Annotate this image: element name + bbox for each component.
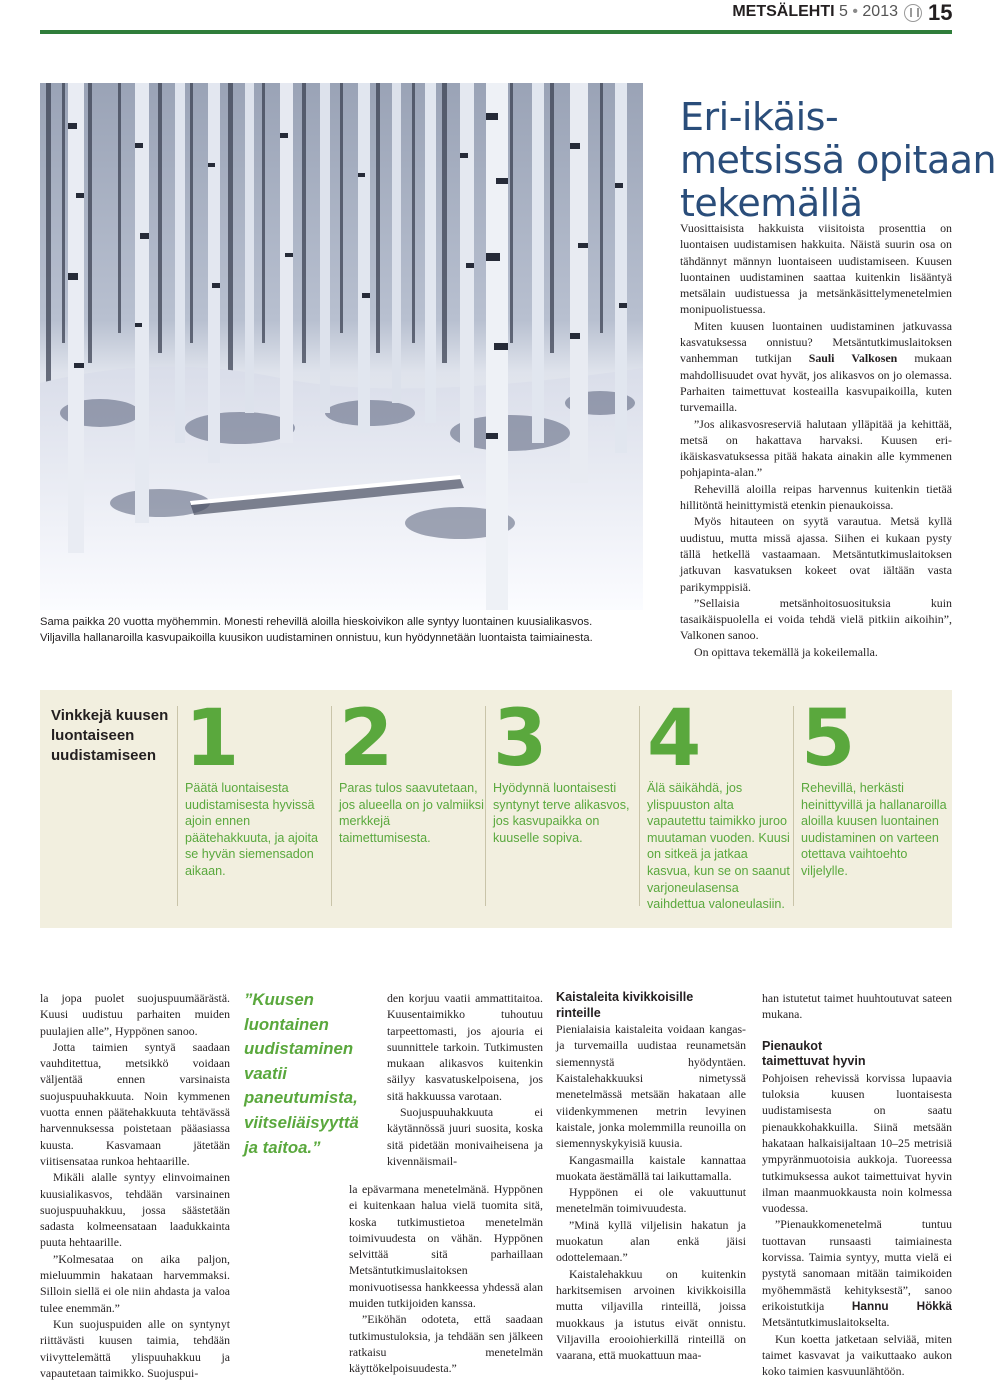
pull-quote-line: paneutumista, — [244, 1088, 358, 1108]
tip-text: Paras tulos saavutetaan, jos alueella on jo valmiiksi merkkejä taimettumisesta. — [339, 781, 484, 845]
tips-title: Vinkkejä kuusen luontaiseen uudistamiseen — [51, 707, 169, 764]
magazine-name: METSÄLEHTI — [732, 3, 835, 20]
tip-text: Hyödynnä luontaisesti syntynyt terve alikasvos, jos kasvupaikka on kuuselle sopiva. — [493, 781, 630, 845]
caption-line-1: Sama paikka 20 vuotta myöhemmin. Monesti rehevillä aloilla hieskoivikon alle syntyy luontainen kuusialikasvos. — [40, 616, 593, 628]
article-paragraph: ”Jos alikasvosreserviä halutaan ylläpitää ja kehittää, metsä on hakattava harvaksi. Kuusen eri-ikäiskasvatuksessa pitää hakata ainakin alle kymmenen pohjapinta-alan.” — [680, 416, 952, 480]
tip-number: 1 — [185, 694, 237, 784]
body-paragraph: la jopa puolet suojuspuumäärästä. Kuusi uudistuu parhaiten muiden puulajien alle”, Hyppönen sanoo. — [40, 991, 230, 1038]
tip-divider — [793, 706, 794, 906]
article-paragraph: Rehevillä aloilla reipas harvennus kuitenkin tietää hillitöntä heinittymistä etenkin pienaukoissa. — [680, 481, 952, 513]
body-paragraph: den korjuu vaatii ammattitaitoa. Kuusentaimikko tuhoutuu tarpeettomasti, jos ajouria ei suunnittele tarkoin. Tutkimusten mukaan alikasvos kuitenkin säilyy kasvatuskelpoisena, jos sitä hakkuussa varotaan. — [387, 991, 543, 1103]
pull-quote-line: vaatii — [244, 1063, 287, 1083]
body-column-5 — [762, 990, 952, 1379]
tip-number: 5 — [801, 694, 853, 784]
pull-quote-line: ja taitoa.” — [244, 1137, 321, 1157]
caption-line-2: Viljavilla hallanaroilla kasvupaikoilla kuusikon uudistaminen onnistuu, kun hyödynnetään luontaista taimiainesta. — [40, 632, 593, 644]
tip-divider — [639, 706, 640, 906]
body-paragraph: Kaistalehakkuu on kuitenkin harkitsemisen arvoinen kivikkoisilla mutta viljavilla rinteillä, joissa muokkaus ja istutus eivät onnistu. Viljavilla erooiohierkillä rinteillä on vaarana, että muokattuun maa- — [556, 1266, 746, 1363]
tip-divider — [177, 706, 178, 906]
body-paragraph: Mikäli alalle syntyy elinvoimainen kuusialikasvos, tehdään varsinainen suojuspuuhakkuu, jossa säästetään sadasta kolmeensataan laadukkainta puuta hehtaarille. — [40, 1170, 230, 1250]
pull-quote-line: ”Kuusen — [244, 990, 314, 1009]
body-paragraph: Kun suojuspuiden alle on syntynyt riittävästi kuusen taimia, tehdään viivyttelemättä ylispuuhakkuu ja vapautetaan taimikko. Suojuspui- — [40, 1316, 230, 1380]
body-paragraph: Pohjoisen rehevissä korvissa lupaavia tuloksia kuusen luontaisesta uudistamisesta on saatu pienaukkohakkuilla. Siinä metsään hakataan halkaisijaltaan 10–25 metrisiä ympyränmuotoisia aukkoja. Tuoreessa tutkimuksessa aukot taimettuivat hyvin ilman maanmuokkausta noin kolmessa vuodessa. — [762, 1070, 952, 1216]
body-paragraph: han istutetut taimet huuhtoutuvat sateen mukana. — [762, 991, 952, 1022]
article-paragraph: Vuosittaisista hakkuista viisitoista prosenttia on luontaisen uudistamisen hakkuita. Näistä suurin osa on tähdännyt männyn luontaiseen uudistamiseen. Kuusen luontainen uudistaminen saattaa kuitenkin lisääntyä metsälain uudistuessa ja metsänkäsittelymenetelmien monipuolistuessa. — [680, 221, 952, 317]
body-paragraph: ”Minä kyllä viljelisin hakatun ja muokatun alan enkä jäisi odottelemaan.” — [556, 1217, 746, 1265]
article-paragraph: ”Sellaisia metsänhoitosuosituksia kuin tasaikäispuolella ei voida tehdä vielä pitkiin aikoihin”, Valkonen sanoo. — [680, 595, 952, 643]
body-paragraph: Kangasmailla kaistale kannattaa muokata äestämällä tai laikuttamalla. — [556, 1152, 746, 1183]
person-name: Sauli Valkosen — [808, 351, 898, 366]
headline-line: tekemällä — [680, 181, 863, 225]
page-header — [0, 0, 960, 34]
body-paragraph: ”Eiköhän odoteta, että saadaan tutkimustuloksia, ja tehdään sen jälkeen ratkaisu menetelmän käyttökelpoisuudesta.” — [349, 1312, 543, 1376]
tree-logo-icon — [904, 4, 922, 22]
pull-quote — [244, 988, 369, 1160]
photo-caption — [40, 614, 643, 646]
headline-line: Eri-ikäis- — [680, 95, 839, 139]
body-paragraph: Jotta taimien syntyä saadaan vauhditettua, metsikkö voidaan väljentää ennen varsinaista suojuspuuhakkuuta. Noin kymmenen vuotta ennen päätehakkuuta tehtävässä harvennuksessa poistetaan pääasiassa kuusta. Kasvamaan jätetään viitisensataa runkoa hehtaarille. — [40, 1039, 230, 1168]
tip-number: 2 — [339, 694, 391, 784]
headline-line: metsissä opitaan — [680, 138, 996, 182]
winter-forest-photo — [40, 83, 643, 610]
article-headline — [680, 95, 996, 225]
winter-birch-forest-photo-icon — [40, 83, 643, 610]
header-rule — [40, 30, 952, 34]
body-column-1 — [40, 990, 230, 1381]
issue-year: 2013 — [862, 3, 898, 20]
article-paragraph: Myös hitauteen on syytä varautua. Metsä kyllä uudistuu, mutta missä ajassa. Siihen ei kukaan pysty tällä hetkellä vastaamaan. Metsäntutkimuslaitoksen jatkuvan kasvatuksen kokeet ovat iältään vasta parikymppisiä. — [680, 514, 952, 594]
issue-number: 5 — [838, 3, 848, 20]
tip-divider — [331, 706, 332, 906]
article-paragraph: On opittava tekemällä ja kokeilemalla. — [694, 644, 878, 659]
body-paragraph: Pienialaisia kaistaleita voidaan kangas- ja turvemailla uudistaa reunametsän siemennystä hyödyntäen. Kaistalehakkuuksi nimetyssä menetelmässä metsään hakataan alle viidenkymmenen metrin levyinen kaistale, jonka molemmilla reunoilla on siemennyskykyisiä kuusia. — [556, 1022, 746, 1151]
tip-text: Rehevillä, herkästi heinittyvillä ja hallanaroilla aloilla kuusen luontainen uudistaminen on varteen otettava vaihtoehto viljelylle. — [801, 781, 947, 878]
body-paragraph: la epävarmana menetelmänä. Hyppönen ei kuitenkaan halua vielä tuomita sitä, koska tutkimustietoa menetelmän toimivuudesta on vähän. Hyppönen selvittää sitä parhaillaan Metsäntutkimuslaitoksen monivuotisessa hankkeessa yhdessä alan muiden tutkijoiden kanssa. — [349, 1182, 543, 1311]
article-paragraph: Miten kuusen luontainen uudistaminen jatkuvassa kasvatuksessa onnistuu? Metsäntutkimuslaitoksen vanhemman tutkijan Sauli Valkosen mukaan mahdollisuudet ovat hyvät, jos alikasvos on jo olemassa. Parhaiten taimettuvat kosteailla kasvupaikoilla, kuten turvemailla. — [680, 318, 952, 415]
tip-number: 3 — [493, 694, 545, 784]
body-column-4 — [556, 990, 746, 1363]
tip-text: Älä säikähdä, jos ylispuuston alta vapautettu taimikko juroo muutaman vuoden. Kuusi on sitkeä ja jatkaa kasvua, kun se on saanut varjoneulasensa vaihdettua valoneulasiin. — [647, 781, 790, 912]
body-paragraph: ”Pienaukkomenetelmä tuntuu tuottavan runsaasti taimiainesta korvissa. Taimia syntyy, mutta vielä ei pystytä sanomaan mitään taimikoiden myöhemmästä kehityksestä”, sanoo erikoistutkija Hannu Hökkä Metsäntutkimuslaitokselta. — [762, 1217, 952, 1330]
body-paragraph: Hyppönen ei ole vakuuttunut menetelmän toimivuudesta. — [556, 1185, 746, 1216]
tips-box — [40, 690, 952, 928]
person-name: Hannu Hökkä — [851, 1298, 952, 1313]
body-column-3-bottom — [349, 1181, 543, 1377]
tip-number: 4 — [647, 694, 699, 784]
section-subhead: Pienaukot taimettuvat hyvin — [762, 1038, 866, 1069]
body-paragraph: Kun koetta jatketaan selviää, miten taimet kasvavat ja vaikuttaako aukon koko taimien kasvuunlähtöön. — [762, 1331, 952, 1379]
magazine-issue-label: METSÄLEHTI 5 • 2013 — [732, 3, 898, 20]
tip-text: Päätä luontaisesta uudistamisesta hyvissä ajoin ennen päätehakkuuta, ja ajoita se hyvän siemensadon aikaan. — [185, 781, 319, 878]
page-number: 15 — [928, 0, 953, 25]
article-lead-column — [680, 220, 952, 660]
body-paragraph: ”Kolmesataa on aika paljon, mieluummin hakataan harvemmaksi. Silloin siellä ei ole niin ahdasta ja valoa tulee enemmän.” — [40, 1251, 230, 1315]
pull-quote-line: viitseliäisyyttä — [244, 1112, 359, 1132]
pull-quote-line: luontainen — [244, 1014, 329, 1034]
section-subhead: Kaistaleita kivikkoisille rinteille — [556, 990, 694, 1020]
tip-divider — [485, 706, 486, 906]
body-paragraph: Suojuspuuhakkuuta ei käytännössä juuri suosita, koska sitä pidetään monivaiheisena ja kivennäismail- — [387, 1105, 543, 1168]
body-column-3-top — [387, 990, 543, 1169]
pull-quote-line: uudistaminen — [244, 1039, 354, 1059]
